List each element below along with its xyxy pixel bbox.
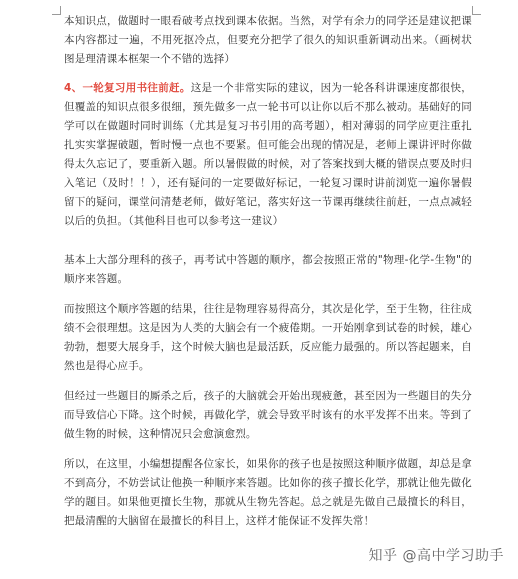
paragraph-order-result: 而按照这个顺序答题的结果，往往是物理容易得高分，其次是化学，至于生物，往往成绩不会很理想。这是因为人类的大脑会有一个疲倦期。一开始刚拿到试卷的时候，雄心勃勃，想要大展身手，这个时候大脑也是最活跃，反应能力最强的。所以答起题来，自然也是得心应手。 [64,303,472,372]
page-corner-mark-left [52,6,61,15]
paragraph-spacer [64,69,472,79]
paragraph-fatigue: 但经过一些题目的厮杀之后，孩子的大脑就会开始出现疲惫，甚至因为一些题目的失分而导致信心下降。这个时候，再做化学，就会导致平时该有的水平发挥不出来。等到了做生物的时候，这种情况只会愈演愈烈。 [64,390,472,440]
paragraph-spacer [64,231,472,251]
paragraph-tip-4 [64,79,472,231]
tip-body: 这是一个非常实际的建议，因为一轮各科讲课速度都很快，但覆盖的知识点很多很细，预先做多一点一轮书可以让你以后不那么被动。基础好的同学可以在做题时同时训练（尤其是复习书引用的高考题），相对薄弱的同学应更注重扎扎实实掌握破题，暂时慢一点也不要紧。但可能会出现的情况是，老师上课讲评时你做得太久忘记了，要重新入题。所以暑假做的时候，对了答案找到大概的错误点要及时归入笔记（及时！！），还有疑问的一定要做好标记，一轮复习课时讲前浏览一遍你暑假留下的疑问，课堂问清楚老师，做好笔记，落实好这一节课再继续往前赶，一点点减轻以后的负担。（其他科目也可以参考这一建议） [64,82,472,227]
zhihu-watermark: 知乎 @高中学习助手 [368,548,504,564]
paragraph-advice: 所以，在这里，小编想提醒各位家长，如果你的孩子也是按照这种顺序做题，却总是拿不到高分，不妨尝试让他换一种顺序来答题。比如你的孩子擅长化学，那就让他先做化学的题目。如果他更擅长生物，那就从生物先答起。总之就是先做自己最擅长的科目，把最清醒的大脑留在最擅长的科目上，这样才能保证不发挥失常！ [64,458,472,527]
paragraph-intro: 本知识点，做题时一眼看破考点找到课本依据。当然，对学有余力的同学还是建议把课本内容都过一遍，不用死抠冷点，但要充分把学了很久的知识重新调动出来。（画树状图是理清课本框架一个不错的选择） [64,15,472,65]
page-corner-mark-right [472,6,481,15]
tip-heading: 4、一轮复习用书往前赶。 [64,82,191,94]
document-body [64,12,472,531]
paragraph-answer-order: 基本上大部分理科的孩子，再考试中答题的顺序，都会按照正常的"物理-化学-生物"的顺序来答题。 [64,254,472,285]
